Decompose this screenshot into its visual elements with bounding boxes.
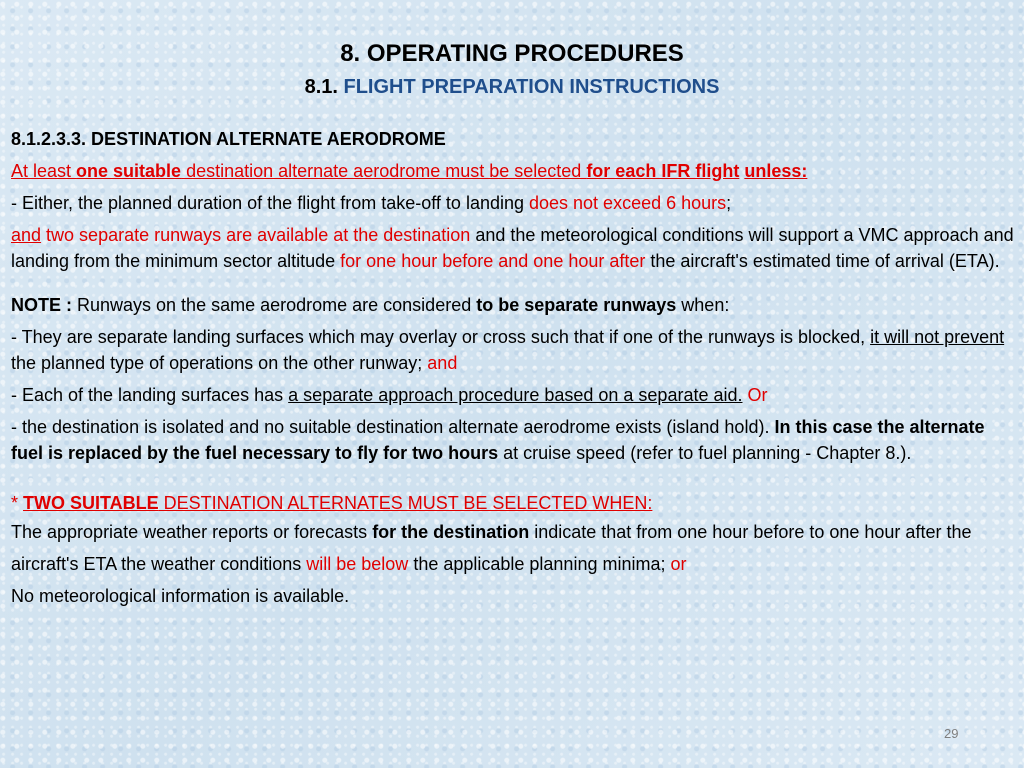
item1-text-3: the planned type of operations on the other runway; <box>11 353 428 373</box>
slide-body <box>11 126 1016 612</box>
item2-text-2: a separate approach procedure based on a separate aid. <box>288 385 743 405</box>
line1-text-6: or <box>670 554 687 574</box>
either-paragraph <box>11 190 1016 216</box>
item1-text-1: - They are separate landing surfaces which may overlay or cross such that if one of the runways is blocked, <box>11 327 871 347</box>
slide-subtitle <box>0 76 1024 99</box>
note-text-3: when: <box>676 295 730 315</box>
note-paragraph <box>11 292 1016 318</box>
item3-text-1: - the destination is isolated and no suitable destination alternate aerodrome exists (island hold). <box>11 417 775 437</box>
two-suitable-line-1 <box>11 516 1016 580</box>
star-marker: * <box>11 493 24 513</box>
rule-text-4: for each IFR flight <box>586 161 740 181</box>
two-suitable-body <box>11 516 1016 612</box>
slide-title: 8. OPERATING PROCEDURES <box>340 40 684 67</box>
rule-text-3: destination alternate aerodrome must be selected <box>181 161 587 181</box>
note-text-2: to be separate runways <box>476 295 677 315</box>
either-text-2: does not exceed 6 hours <box>529 193 727 213</box>
line1-text-4: will be below <box>306 554 409 574</box>
line1-text-3: indicate that from one hour before to one hour after the aircraft's ETA the weather conditions <box>11 522 972 574</box>
rule-paragraph <box>11 158 1016 184</box>
note-item-3 <box>11 414 1016 466</box>
line1-text-5: the applicable planning minima; <box>408 554 671 574</box>
line1-text-1: The appropriate weather reports or forecasts <box>11 522 373 542</box>
item2-text-1: - Each of the landing surfaces has <box>11 385 289 405</box>
note-item-2 <box>11 382 1016 408</box>
rule-text-1: At least <box>11 161 77 181</box>
two-suitable-rest: DESTINATION ALTERNATES MUST BE SELECTED WHEN: <box>158 493 653 513</box>
and-text-3: and the meteorological conditions will support a VMC approach and landing from the minimum sector altitude <box>11 225 1014 271</box>
item1-text-2: it will not prevent <box>870 327 1005 347</box>
and-text-4: for one hour before and one hour after <box>340 251 646 271</box>
either-text-3: ; <box>726 193 732 213</box>
and-text-1: and <box>11 225 42 245</box>
subtitle-text: FLIGHT PREPARATION INSTRUCTIONS <box>343 76 720 98</box>
rule-text-2: one suitable <box>76 161 182 181</box>
note-label: NOTE : <box>11 295 77 315</box>
item2-text-3: Or <box>742 385 768 405</box>
item3-text-3: at cruise speed (refer to fuel planning - Chapter 8.). <box>498 443 912 463</box>
and-paragraph <box>11 222 1016 274</box>
and-text-5: the aircraft's estimated time of arrival (ETA). <box>645 251 1000 271</box>
subtitle-number: 8.1. <box>304 76 338 98</box>
line1-text-2: for the destination <box>372 522 530 542</box>
two-suitable-bold: TWO SUITABLE <box>23 493 159 513</box>
item1-text-4: and <box>427 353 458 373</box>
two-suitable-line-2: No meteorological information is available. <box>11 586 350 606</box>
note-text-1: Runways on the same aerodrome are considered <box>77 295 477 315</box>
item3-text-2: In this case the alternate fuel is replaced by the fuel necessary to fly for two hours <box>11 417 985 463</box>
note-item-1 <box>11 324 1016 376</box>
either-text-1: - Either, the planned duration of the flight from take-off to landing <box>11 193 529 213</box>
rule-text-6: unless: <box>744 161 808 181</box>
and-text-2: two separate runways are available at the destination <box>41 225 471 245</box>
two-suitable-heading <box>11 490 1016 516</box>
section-heading: 8.1.2.3.3. DESTINATION ALTERNATE AERODROME <box>11 129 446 149</box>
page-number: 29 <box>944 726 959 741</box>
